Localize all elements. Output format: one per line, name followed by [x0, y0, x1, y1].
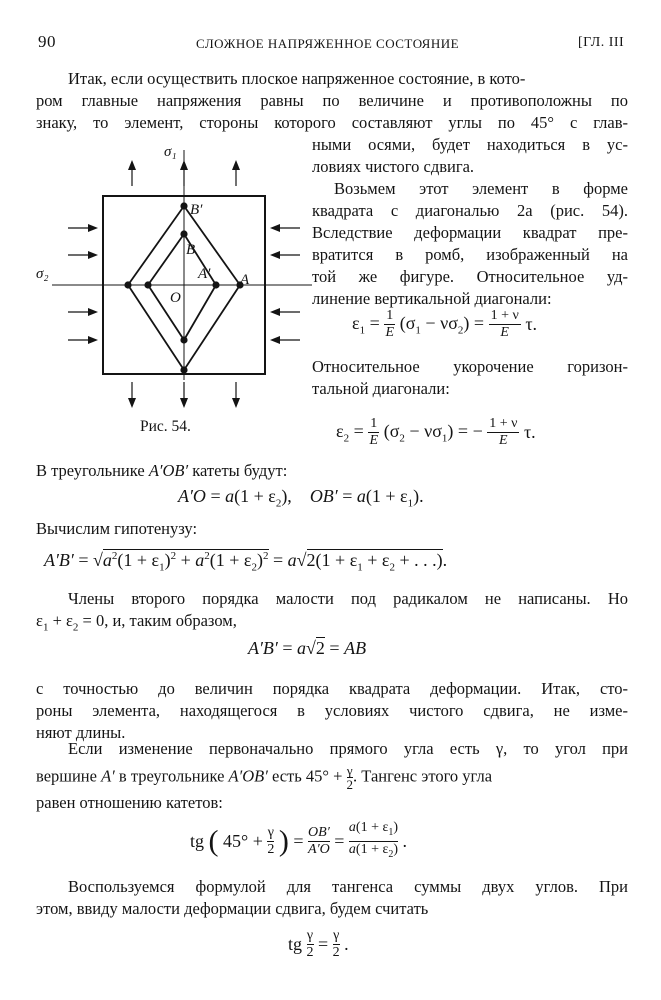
- running-title: СЛОЖНОЕ НАПРЯЖЕННОЕ СОСТОЯНИЕ: [196, 36, 460, 51]
- label-o: O: [170, 290, 181, 306]
- para8-line3: равен отношению катетов:: [36, 793, 223, 812]
- para1-line3: знаку, то элемент, стороны которого составляют углы по 45° с глав-: [36, 113, 628, 132]
- para1-line1: Итак, если осуществить плоское напряженное состояние, в кото-: [68, 69, 526, 88]
- label-b-prime: B′: [190, 202, 203, 218]
- para2-line4: вратится в ромб, изображенный на: [312, 245, 628, 264]
- figure-54: [36, 140, 320, 420]
- para9-line1: Воспользуемся формулой для тангенса суммы двух углов. При: [68, 877, 628, 896]
- para7-line1: с точностью до величин порядка квадрата деформации. Итак, сто-: [36, 679, 628, 698]
- para5: Вычислим гипотенузу:: [36, 519, 198, 538]
- label-sigma1: σ₁: [164, 144, 177, 160]
- para2-line5: той же фигуре. Относительное уд-: [312, 267, 628, 286]
- label-a-prime: A′: [198, 266, 211, 282]
- rhombus-deformed: [148, 234, 216, 340]
- equation-legs: $A'O = a(1 + \varepsilon_2)$, $OB' = a(1 + \varepsilon_1)$.: [178, 486, 424, 510]
- para3-line2: тальной диагонали:: [312, 379, 450, 398]
- equation-tangent: tg ( 45° + γ 2 ) = $\frac{OB'}{A'O}$ = $a(1 + \varepsilon_1)$ $a(1 + \varepsilon_2)$ .: [190, 820, 408, 860]
- chapter-marker: [ГЛ. III: [578, 35, 625, 50]
- equation-eps2: $\varepsilon_2$ = $\frac{1}{E} (\sigma_2 - \nu\sigma_1)$ = − $\frac{1 + \nu}{E} \tau$.: [336, 416, 536, 448]
- page-number: 90: [38, 32, 56, 51]
- label-b: B: [186, 242, 196, 258]
- para2-line1: Возьмем этот элемент в форме: [334, 179, 628, 198]
- figure-caption: Рис. 54.: [140, 418, 191, 435]
- equation-small-angle: tg γ 2 = γ 2 .: [288, 928, 349, 960]
- label-a: A: [240, 272, 250, 288]
- para6-line2: $\varepsilon_1 + \varepsilon_2 = 0$, и, таким образом,: [36, 611, 237, 634]
- equation-side-equal: A′B′ = a√2 = AB: [248, 638, 367, 658]
- para8-line1: Если изменение первоначально прямого угла есть γ, то угол при: [68, 739, 628, 758]
- para9-line2: этом, ввиду малости деформации сдвига, будем считать: [36, 899, 429, 918]
- para1-line4: ными осями, будет находиться в ус-: [312, 135, 628, 154]
- para1-line2: ром главные напряжения равны по величине и противоположны по: [36, 91, 628, 110]
- label-sigma2: σ₂: [36, 266, 49, 282]
- para1-line5: ловиях чистого сдвига.: [312, 157, 475, 176]
- para2-line3: Вследствие деформации квадрат пре-: [312, 223, 628, 242]
- para6-line1: Члены второго порядка малости под радикалом не написаны. Но: [68, 589, 628, 608]
- para7-line3: няют длины.: [36, 723, 126, 742]
- para3-line1: Относительное укорочение горизон-: [312, 357, 628, 376]
- para4: В треугольнике A′OB′ катеты будут:: [36, 461, 288, 480]
- para2-line2: квадрата с диагональю 2a (рис. 54).: [312, 201, 628, 220]
- para8-line2: вершине A′ в треугольнике A′OB′ есть 45° + γ 2. Тангенс этого угла: [36, 763, 493, 792]
- equation-eps1: $\varepsilon_1$ = $\frac{1}{E} (\sigma_1 - \nu\sigma_2)$ = $\frac{1 + \nu}{E} \tau$.: [352, 308, 538, 340]
- para2-line6: линение вертикальной диагонали:: [312, 289, 552, 308]
- para7-line2: роны элемента, находящегося в условиях чистого сдвига, не изме-: [36, 701, 628, 720]
- equation-hypotenuse: $A'B' = √a^2(1 + \varepsilon_1)^2 + a^2(1 + \varepsilon_2)^2 = a√2(1 + \varepsilon_1 + \varepsilon_2$ + . . .).: [44, 550, 448, 574]
